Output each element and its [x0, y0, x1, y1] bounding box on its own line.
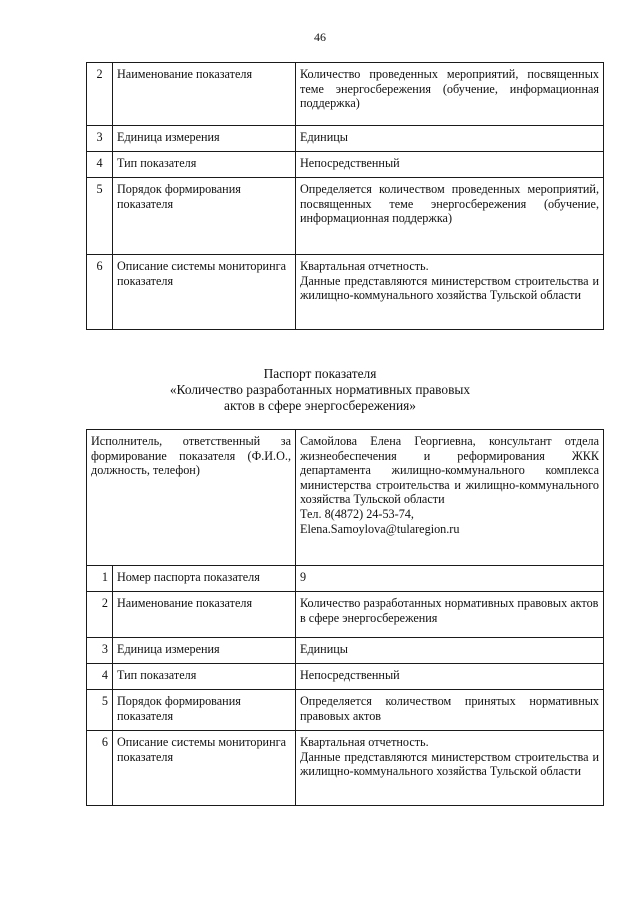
executor-name: Самойлова Елена Георгиевна, консультант отдела жизнеобеспечения и реформирования ЖКК департамента жилищно-коммунального комплекса министерства строительства и жилищно-коммунального хозяйства Тульской области: [300, 434, 599, 507]
indicator-passport-table: [86, 429, 604, 806]
executor-label: Исполнитель, ответственный за формирование показателя (Ф.И.О., должность, телефон): [87, 430, 296, 566]
row-value: Количество проведенных мероприятий, посвященных теме энергосбережения (обучение, информационная поддержка): [296, 63, 604, 126]
row-number: 6: [87, 255, 113, 330]
row-number: 6: [87, 731, 113, 806]
row-number: 4: [87, 152, 113, 178]
row-number: 3: [87, 126, 113, 152]
row-label: Порядок формирования показателя: [113, 690, 296, 731]
page-number: 46: [314, 30, 326, 44]
table-row: [87, 731, 604, 806]
row-value: Единицы: [296, 638, 604, 664]
value-line: Квартальная отчетность.: [300, 735, 429, 749]
table-row: [87, 178, 604, 255]
table-row: [87, 690, 604, 731]
executor-value: [296, 430, 604, 566]
table-row: [87, 63, 604, 126]
row-value: Определяется количеством принятых нормативных правовых актов: [296, 690, 604, 731]
row-value: Единицы: [296, 126, 604, 152]
row-value: [296, 255, 604, 330]
row-number: 1: [87, 566, 113, 592]
row-value: Непосредственный: [296, 152, 604, 178]
indicator-table-continued: [86, 62, 604, 330]
heading-line: «Количество разработанных нормативных правовых: [169, 382, 471, 397]
heading-line: Паспорт показателя: [263, 366, 377, 381]
table-row: [87, 255, 604, 330]
executor-row: [87, 430, 604, 566]
row-label: Номер паспорта показателя: [113, 566, 296, 592]
table-row: [87, 638, 604, 664]
table-row: [87, 592, 604, 638]
row-value: Непосредственный: [296, 664, 604, 690]
row-label: Тип показателя: [113, 664, 296, 690]
passport-heading: [0, 366, 640, 414]
row-number: 5: [87, 690, 113, 731]
value-line: Данные представляются министерством строительства и жилищно-коммунального хозяйства Тульской области: [300, 749, 599, 779]
row-label: Наименование показателя: [113, 592, 296, 638]
row-label: Описание системы мониторинга показателя: [113, 255, 296, 330]
heading-line: актов в сфере энергосбережения»: [224, 398, 416, 413]
row-number: 2: [87, 63, 113, 126]
row-label: Наименование показателя: [113, 63, 296, 126]
row-value: Количество разработанных нормативных правовых актов в сфере энергосбережения: [296, 592, 604, 638]
executor-phone: Тел. 8(4872) 24-53-74,: [300, 506, 414, 521]
row-label: Порядок формирования показателя: [113, 178, 296, 255]
value-line: Квартальная отчетность.: [300, 259, 429, 273]
row-label: Единица измерения: [113, 638, 296, 664]
row-number: 3: [87, 638, 113, 664]
table-row: [87, 664, 604, 690]
row-label: Тип показателя: [113, 152, 296, 178]
table-row: [87, 566, 604, 592]
row-number: 4: [87, 664, 113, 690]
row-value: Определяется количеством проведенных мероприятий, посвященных теме энергосбережения (обучение, информационная поддержка): [296, 178, 604, 255]
row-label: Описание системы мониторинга показателя: [113, 731, 296, 806]
executor-email: Elena.Samoylova@tularegion.ru: [300, 521, 460, 536]
table-row: [87, 126, 604, 152]
table-row: [87, 152, 604, 178]
row-label: Единица измерения: [113, 126, 296, 152]
row-number: 2: [87, 592, 113, 638]
row-number: 5: [87, 178, 113, 255]
row-value: [296, 731, 604, 806]
row-value: 9: [296, 566, 604, 592]
value-line: Данные представляются министерством строительства и жилищно-коммунального хозяйства Тульской области: [300, 273, 599, 303]
